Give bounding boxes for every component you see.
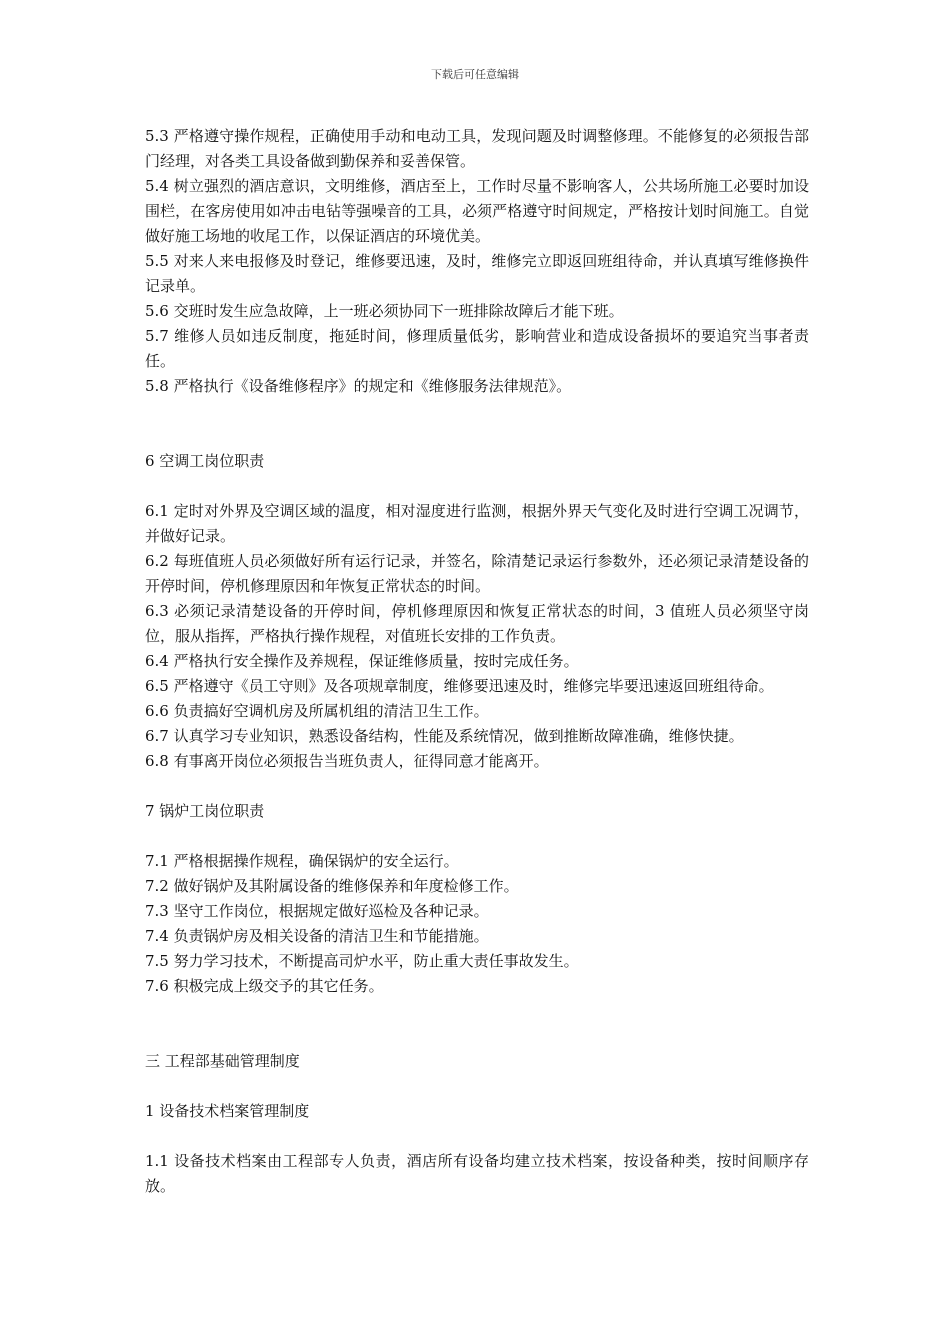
paragraph-7-4: 7.4 负责锅炉房及相关设备的清洁卫生和节能措施。 [145, 927, 489, 945]
paragraph-6-6: 6.6 负责搞好空调机房及所属机组的清洁卫生工作。 [145, 702, 489, 720]
paragraph-6-8: 6.8 有事离开岗位必须报告当班负责人，征得同意才能离开。 [145, 752, 549, 770]
page-header: 下载后可任意编辑 [431, 68, 519, 81]
spacer [145, 1124, 809, 1149]
section-6-heading: 6 空调工岗位职责 [145, 452, 265, 470]
spacer [145, 774, 809, 799]
section-7-heading: 7 锅炉工岗位职责 [145, 802, 265, 820]
paragraph-7-6: 7.6 积极完成上级交予的其它任务。 [145, 977, 384, 995]
paragraph-5-6: 5.6 交班时发生应急故障，上一班必须协同下一班排除故障后才能下班。 [145, 302, 624, 320]
subsection-1-heading: 1 设备技术档案管理制度 [145, 1102, 310, 1120]
paragraph-5-4: 5.4 树立强烈的酒店意识，文明维修，酒店至上，工作时尽量不影响客人，公共场所施工必要时加设围栏，在客房使用如冲击电钻等强噪音的工具，必须严格遵守时间规定，严格按计划时间施工。自觉做好施工场地的收尾工作，以保证酒店的环境优美。 [145, 177, 809, 245]
paragraph-6-3: 6.3 必须记录清楚设备的开停时间，停机修理原因和恢复正常状态的时间，3 值班人员必须坚守岗位，服从指挥，严格执行操作规程，对值班长安排的工作负责。 [145, 602, 809, 645]
paragraph-5-8: 5.8 严格执行《设备维修程序》的规定和《维修服务法律规范》。 [145, 377, 572, 395]
spacer [145, 824, 809, 849]
paragraph-6-7: 6.7 认真学习专业知识，熟悉设备结构，性能及系统情况，做到推断故障准确，维修快捷。 [145, 727, 744, 745]
paragraph-7-5: 7.5 努力学习技术，不断提高司炉水平，防止重大责任事故发生。 [145, 952, 579, 970]
paragraph-5-7: 5.7 维修人员如违反制度，拖延时间，修理质量低劣，影响营业和造成设备损坏的要追究当事者责任。 [145, 327, 809, 370]
spacer [145, 399, 809, 449]
part-3-heading: 三 工程部基础管理制度 [145, 1052, 300, 1070]
paragraph-6-1: 6.1 定时对外界及空调区域的温度，相对湿度进行监测，根据外界天气变化及时进行空调工况调节，并做好记录。 [145, 502, 809, 545]
paragraph-6-2: 6.2 每班值班人员必须做好所有运行记录，并签名，除清楚记录运行参数外，还必须记录清楚设备的开停时间，停机修理原因和年恢复正常状态的时间。 [145, 552, 809, 595]
spacer [145, 474, 809, 499]
paragraph-6-5: 6.5 严格遵守《员工守则》及各项规章制度，维修要迅速及时，维修完毕要迅速返回班组待命。 [145, 677, 774, 695]
paragraph-5-5: 5.5 对来人来电报修及时登记，维修要迅速，及时，维修完立即返回班组待命，并认真填写维修换件记录单。 [145, 252, 809, 295]
paragraph-5-3: 5.3 严格遵守操作规程，正确使用手动和电动工具，发现问题及时调整修理。不能修复的必须报告部门经理，对各类工具设备做到勤保养和妥善保管。 [145, 127, 809, 170]
paragraph-7-2: 7.2 做好锅炉及其附属设备的维修保养和年度检修工作。 [145, 877, 519, 895]
document-body [145, 124, 809, 1199]
spacer [145, 999, 809, 1049]
paragraph-6-4: 6.4 严格执行安全操作及养规程，保证维修质量，按时完成任务。 [145, 652, 579, 670]
paragraph-1-1: 1.1 设备技术档案由工程部专人负责，酒店所有设备均建立技术档案，按设备种类，按时间顺序存放。 [145, 1152, 809, 1195]
spacer [145, 1074, 809, 1099]
paragraph-7-3: 7.3 坚守工作岗位，根据规定做好巡检及各种记录。 [145, 902, 489, 920]
paragraph-7-1: 7.1 严格根据操作规程，确保锅炉的安全运行。 [145, 852, 459, 870]
